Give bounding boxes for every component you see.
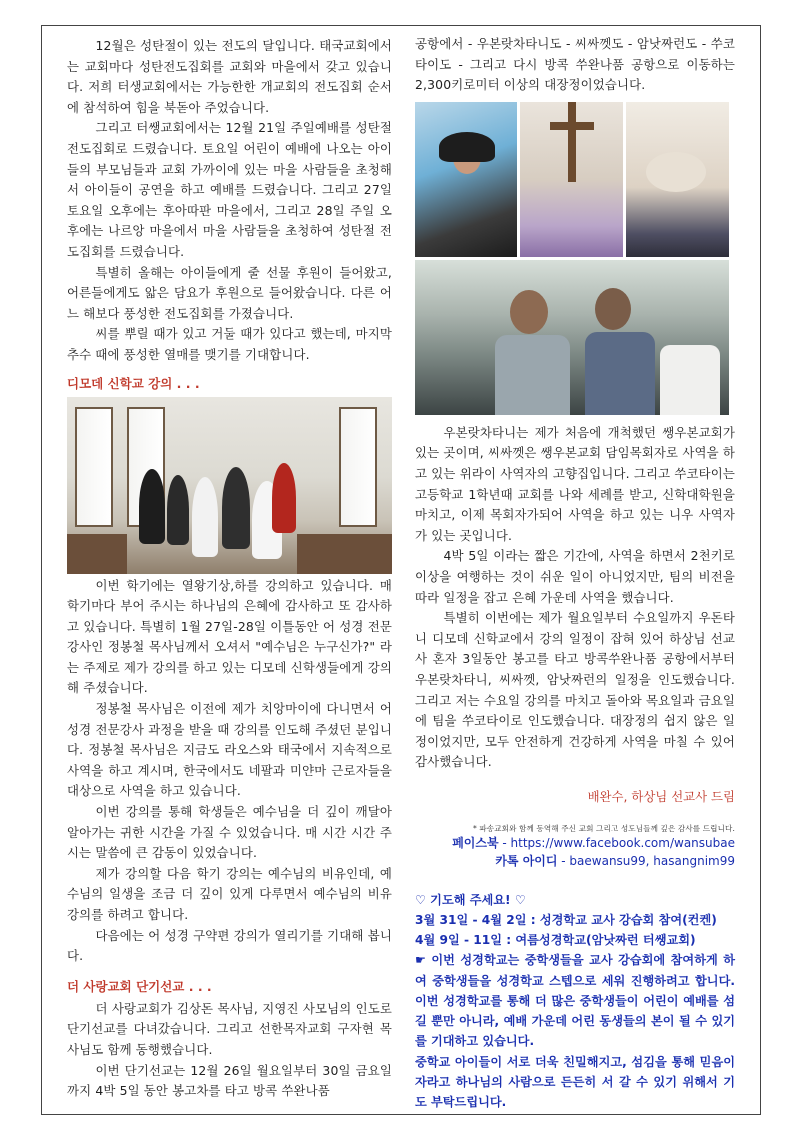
- hair-graphic: [439, 132, 495, 162]
- kakao-id: - baewansu99, hasangnim99: [557, 853, 735, 868]
- paragraph: 4박 5일 이라는 짧은 기간에, 사역을 하면서 2천키로 이상을 여행하는 것이 쉬운 일이 아니었지만, 팀의 비전을 따라 일정을 잡고 은혜 가운데 사역을 했습니다.: [415, 548, 735, 605]
- prayer-date-line: 3월 31일 - 4월 2일 : 성경학교 교사 강습회 참여(컨켄): [415, 913, 717, 928]
- prayer-title: ♡ 기도해 주세요! ♡: [415, 892, 526, 907]
- cross-graphic: [646, 152, 706, 192]
- person-figure: [272, 463, 296, 533]
- singer-photo: [415, 102, 517, 257]
- paragraph: 12월은 성탄절이 있는 전도의 달입니다. 태국교회에서는 교회마다 성탄전도집회를 교회와 마을에서 갖고 있습니다. 저희 터생교회에서는 가능한한 개교회의 전도집회 순서에 참석하여 힘을 북돋아 주었습니다.: [67, 38, 392, 115]
- paragraph: 제가 강의할 다음 학기 강의는 예수님의 비유인데, 예수님의 일생을 조금 더 깊이 있게 다루면서 예수님의 비유 강의를 하려고 합니다.: [67, 865, 392, 922]
- facebook-contact: [415, 834, 735, 852]
- person-figure: [585, 332, 655, 415]
- paragraph: 이번 단기선교는 12월 26일 월요일부터 30일 금요일까지 4박 5일 동안 봉고차를 타고 방콕 쑤완나품: [67, 1062, 392, 1099]
- person-figure: [139, 469, 165, 544]
- signature: 배완수, 하상님 선교사 드림: [587, 788, 735, 804]
- person-figure: [167, 475, 189, 545]
- prayer-body: 중학교 아이들이 서로 더욱 친밀해지고, 섬김을 통해 믿음이 자라고 하나님의 사람으로 든든히 서 갈 수 있기 위해서 기도 부탁드립니다.: [415, 1054, 735, 1109]
- desk-graphic: [297, 534, 392, 574]
- person-figure: [495, 335, 570, 415]
- section-heading-timothy-seminary: 디모데 신학교 강의 . . .: [67, 375, 200, 391]
- worship-dance-photo: [520, 102, 623, 257]
- paragraph: 정봉철 목사님은 이전에 제가 치앙마이에 다니면서 어 성경 전문강사 과정을 받을 때 강의를 인도해 주셨던 분입니다. 정봉철 목사님은 지금도 라오스와 태국에서 지속적으로 사역을 하고 계시며, 한국에서도 네팔과 미얀마 근로자들을 대상으로 사역을 하고 있습니다.: [67, 701, 392, 799]
- kakao-contact: [415, 852, 735, 870]
- desk-graphic: [67, 534, 127, 574]
- kakao-label: 카톡 아이디: [495, 853, 558, 868]
- paragraph: 이번 학기에는 열왕기상,하를 강의하고 있습니다. 매 학기마다 부어 주시는 하나님의 은혜에 감사하고 또 감사하고 있습니다. 특별히 1월 27일-28일 이틀동안 어 성경 전문강사인 정봉철 목사님께서 오셔서 "예수님은 누구신가?" 라는 주제로 제가 강의를 하고 있는 디모데 신학생들에게 강의해 주셨습니다.: [67, 577, 392, 696]
- right-column: [415, 34, 735, 1112]
- paragraph: 더 사랑교회가 김상돈 목사님, 지영진 사모님의 인도로 단기선교를 다녀갔습니다. 그리고 선한목자교회 구자현 목사님도 함께 동행했습니다.: [67, 1000, 392, 1057]
- facebook-label: 페이스북: [452, 835, 499, 850]
- window-graphic: [339, 407, 377, 527]
- prayer-request-section: [415, 890, 735, 1112]
- paragraph: 씨를 뿌릴 때가 있고 거둘 때가 있다고 했는데, 마지막 추수 때에 풍성한 열매를 맺기를 기대합니다.: [67, 326, 392, 362]
- cross-graphic: [550, 122, 594, 130]
- left-column: [67, 36, 392, 1102]
- paragraph: 특별히 올해는 아이들에게 줄 선물 후원이 들어왔고, 어른들에게도 앏은 담요가 후원으로 들어왔습니다. 다른 어느 해보다 풍성한 전도집회를 가졌습니다.: [67, 264, 392, 321]
- chair-graphic: [660, 345, 720, 415]
- cross-graphic: [568, 102, 576, 182]
- paragraph: 이번 강의를 통해 학생들은 예수님을 더 깊이 깨달아 알아가는 귀한 시간을 가질 수 있었습니다. 매 시간 시간 주시는 말씀에 큰 감동이 있었습니다.: [67, 804, 392, 861]
- person-figure: [510, 290, 548, 334]
- thanks-note: * 파송교회와 함께 동역해 주신 교회 그리고 성도님들께 깊은 감사를 드립니다.: [472, 823, 735, 833]
- seminary-class-photo: [67, 397, 392, 574]
- photo-row: [415, 102, 735, 257]
- window-graphic: [75, 407, 113, 527]
- person-figure: [192, 477, 218, 557]
- facebook-link[interactable]: - https://www.facebook.com/wansubae: [498, 835, 735, 850]
- person-figure: [595, 288, 631, 330]
- person-figure: [222, 467, 250, 549]
- paragraph: 다음에는 어 성경 구약편 강의가 열리기를 기대해 봅니다.: [67, 927, 392, 964]
- paragraph: 우본랏차타니는 제가 처음에 개척했던 쌩우본교회가 있는 곳이며, 씨싸껫은 쌩우본교회 담임목회자로 사역을 하고 있는 위라이 사역자의 고향집입니다. 그리고 쑤코타이는 고등학교 1학년때 교회를 나와 세례를 받고, 신학대학원을 마치고, 이제 목회자가되어 사역을 하고 있는 니우 사역자가 있는 곳입니다.: [415, 424, 735, 543]
- paragraph: 공항에서 - 우본랏차타니도 - 씨싸껫도 - 암낫짜런도 - 쑤코타이도 - 그리고 다시 방콕 쑤완나품 공항으로 이동하는 2,300키로미터 이상의 대장정이었습니다.: [415, 36, 735, 93]
- prayer-body: ☛ 이번 성경학교는 중학생들을 교사 강습회에 참여하게 하여 중학생들을 성경학교 스텝으로 세워 진행하려고 합니다. 이번 성경학교를 통해 더 많은 중학생들이 어린이 예배를 섬길 뿐만 아니라, 예배 가운데 어린 동생들의 본이 될 수 있기를 기대하고 있습니다.: [415, 953, 735, 1049]
- paragraph: 그리고 터쌩교회에서는 12월 21일 주일예배를 성탄절 전도집회로 드렸습니다. 토요일 어린이 예배에 나오는 아이들의 부모님들과 교회 가까이에 있는 마을 사람들을 초청해서 아이들이 공연을 하고 예배를 드렸습니다. 그리고 27일 토요일 오후에는 후아따판 마을에서, 그리고 28일 주일 오후에는 나르앙 마을에서 마을 사람들을 초청하여 성탄절 전도집회를 드렸습니다.: [67, 120, 392, 259]
- section-heading-short-term-mission: 더 사랑교회 단기선교 . . .: [67, 978, 212, 994]
- prayer-date-line: 4월 9일 - 11일 : 여름성경학교(암낫짜런 터쌩교회): [415, 933, 696, 948]
- paragraph: 특별히 이번에는 제가 월요일부터 수요일까지 우돈타니 디모데 신학교에서 강의 일정이 잡혀 있어 하상님 선교사 혼자 3일동안 봉고를 타고 방콕쑤완나품 공항에서부터 우본랏차타니, 씨싸껫, 암낫짜런의 일정을 인도했습니다. 그리고 저는 수요일 강의를 마치고 돌아와 목요일과 금요일에 팀을 쑤코타이로 인도했습니다. 대장정의 쉽지 않은 일정이었지만, 모두 안전하게 건강하게 사역을 마칠 수 있어 감사했습니다.: [415, 610, 735, 770]
- group-performance-photo: [626, 102, 729, 257]
- village-audience-photo: [415, 260, 729, 415]
